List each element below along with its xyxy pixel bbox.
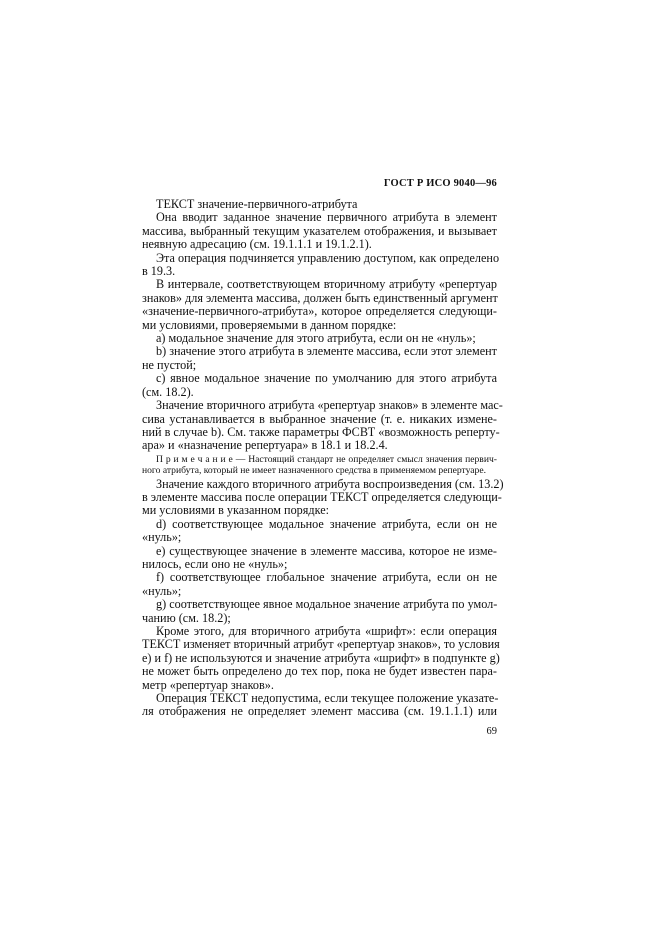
text-line: b) значение этого атрибута в элементе массива, если этот элемент bbox=[156, 344, 497, 359]
text-line: ми условиями в указанном порядке: bbox=[142, 503, 329, 518]
text-line: f) соответствующее глобальное значение атрибута, если он не bbox=[156, 570, 497, 585]
text-line: Операция ТЕКСТ недопустима, если текущее положение указате- bbox=[156, 691, 499, 706]
paragraph bbox=[142, 198, 497, 211]
paragraph bbox=[142, 372, 497, 399]
text-line: ми условиями, проверяемыми в данном порядке: bbox=[142, 317, 397, 332]
paragraph bbox=[142, 250, 500, 279]
paragraph bbox=[142, 278, 497, 332]
text-line: ля отображения не определяет элемент массива (см. 19.1.1.1) или bbox=[142, 704, 497, 719]
text-line: сива устанавливается в выбранное значение (т. е. никаких измене- bbox=[142, 411, 497, 426]
text-line: метр «репертуар знаков». bbox=[142, 677, 274, 692]
page-header: ГОСТ Р ИСО 9040—96 bbox=[383, 178, 497, 189]
text-line: ТЕКСТ значение-первичного-атрибута bbox=[156, 197, 358, 211]
text-line: (см. 18.2). bbox=[142, 384, 194, 399]
paragraph bbox=[142, 571, 497, 598]
paragraph bbox=[142, 545, 497, 572]
paragraph bbox=[142, 476, 504, 518]
text-line: Значение каждого вторичного атрибута воспроизведения (см. 13.2) bbox=[156, 476, 504, 491]
paragraph bbox=[142, 211, 497, 251]
page-number: 69 bbox=[486, 726, 497, 737]
document-body bbox=[142, 197, 504, 719]
paragraph bbox=[142, 398, 503, 453]
text-line: «значение-первичного-атрибута», которое определяется следующи- bbox=[142, 304, 497, 319]
paragraph bbox=[142, 624, 500, 692]
paragraph bbox=[142, 598, 497, 625]
note-paragraph bbox=[142, 454, 497, 477]
text-line: не может быть определено до тех пор, пока не будет известен пара- bbox=[142, 664, 497, 679]
text-line: e) и f) не используются и значение атрибута «шрифт» в подпункте g) bbox=[142, 650, 500, 665]
text-line: «нуль»; bbox=[142, 530, 182, 545]
text-line: в элементе массива после операции ТЕКСТ определяется следующи- bbox=[142, 489, 502, 504]
text-line: массива, выбранный текущим указателем отображения, и вызывает bbox=[142, 223, 497, 238]
text-line: c) явное модальное значение по умолчанию для этого атрибута bbox=[156, 371, 497, 386]
text-line: Кроме этого, для вторичного атрибута «шрифт»: если операция bbox=[156, 624, 497, 638]
text-line: ТЕКСТ изменяет вторичный атрибут «репертуар знаков», то условия bbox=[142, 637, 500, 652]
paragraph bbox=[142, 692, 497, 719]
text-line: ного атрибута, который не имеет назначенного средства в применяемом репертуаре. bbox=[142, 465, 486, 477]
paragraph bbox=[142, 345, 497, 372]
text-line: Эта операция подчиняется управлению доступом, как определено bbox=[156, 250, 500, 265]
text-line: неявную адресацию (см. 19.1.1.1 и 19.1.2.1). bbox=[142, 237, 372, 252]
text-line: d) соответствующее модальное значение атрибута, если он не bbox=[156, 516, 497, 531]
text-line: e) существующее значение в элементе массива, которое не изме- bbox=[156, 543, 497, 558]
paragraph bbox=[142, 332, 497, 345]
text-line: ний в случае b). См. также параметры ФСВТ «возможность реперту- bbox=[142, 424, 500, 439]
text-line: «нуль»; bbox=[142, 583, 182, 598]
text-line: П р и м е ч а н и е — Настоящий стандарт не определяет смысл значения первич- bbox=[156, 453, 497, 465]
text-line: В интервале, соответствующем вторичному атрибуту «репертуар bbox=[156, 277, 497, 292]
text-line: g) соответствующее явное модальное значение атрибута по умол- bbox=[156, 597, 498, 612]
text-line: чанию (см. 18.2); bbox=[142, 610, 231, 625]
text-line: нилось, если оно не «нуль»; bbox=[142, 556, 288, 571]
paragraph bbox=[142, 518, 497, 545]
text-line: a) модальное значение для этого атрибута, если он не «нуль»; bbox=[156, 331, 476, 346]
text-line: в 19.3. bbox=[142, 264, 176, 279]
text-line: Значение вторичного атрибута «репертуар знаков» в элементе мас- bbox=[156, 398, 503, 413]
text-line: Она вводит заданное значение первичного атрибута в элемент bbox=[156, 210, 497, 225]
text-line: не пустой; bbox=[142, 357, 197, 372]
text-line: ара» и «назначение репертуара» в 18.1 и 18.2.4. bbox=[142, 438, 388, 453]
text-line: знаков» для элемента массива, должен быть единственный аргумент bbox=[142, 290, 498, 305]
